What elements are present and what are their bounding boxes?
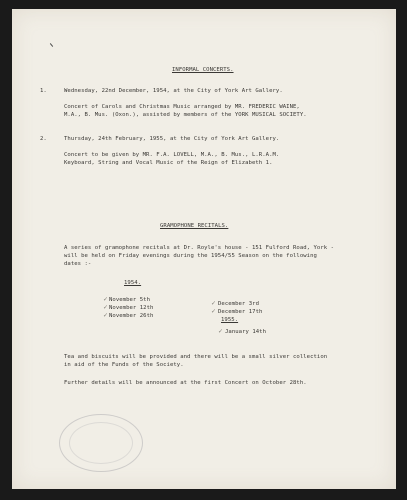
- item2-line1: Thursday, 24th February, 1955, at the City of York Art Gallery.: [64, 136, 280, 142]
- year-1955: 1955.: [221, 317, 239, 323]
- date-item: December 3rd: [218, 301, 260, 307]
- date-item: November 12th: [109, 305, 154, 311]
- tea-note-line1: Tea and biscuits will be provided and there will be a small silver collection: [64, 354, 328, 360]
- faded-stamp: [59, 414, 143, 472]
- intro-line3: dates :-: [64, 261, 92, 267]
- further-note: Further details will be announced at the first Concert on October 28th.: [64, 380, 307, 386]
- date-item: November 5th: [109, 297, 151, 303]
- check-mark-icon: ✓: [218, 328, 224, 335]
- pen-mark: [50, 43, 53, 47]
- item1-line4: M.A., B. Mus. (Oxon.), assisted by members of the YORK MUSICAL SOCIETY.: [64, 112, 307, 118]
- check-mark-icon: ✓: [103, 312, 109, 319]
- item1-line3: Concert of Carols and Christmas Music arranged by MR. FREDERIC WAINE,: [64, 104, 300, 110]
- document-page: [12, 9, 396, 489]
- item2-line4: Keyboard, String and Vocal Music of the Reign of Elizabeth 1.: [64, 160, 273, 166]
- item1-number: 1.: [40, 88, 47, 94]
- date-item: January 14th: [225, 329, 267, 335]
- date-item: December 17th: [218, 309, 263, 315]
- check-mark-icon: ✓: [103, 304, 109, 311]
- check-mark-icon: ✓: [211, 308, 217, 315]
- intro-line2: will be held on Friday evenings during the 1954/55 Season on the following: [64, 253, 317, 259]
- date-item: November 26th: [109, 313, 154, 319]
- check-mark-icon: ✓: [103, 296, 109, 303]
- intro-line1: A series of gramophone recitals at Dr. Royle's house - 151 Fulford Road, York -: [64, 245, 334, 251]
- tea-note-line2: in aid of the Funds of the Society.: [64, 362, 184, 368]
- item2-line3: Concert to be given by MR. F.A. LOVELL, M.A., B. Mus., L.R.A.M.: [64, 152, 280, 158]
- section1-heading: INFORMAL CONCERTS.: [172, 67, 234, 73]
- check-mark-icon: ✓: [211, 300, 217, 307]
- year-1954: 1954.: [124, 280, 142, 286]
- item2-number: 2.: [40, 136, 47, 142]
- item1-line1: Wednesday, 22nd December, 1954, at the City of York Art Gallery.: [64, 88, 283, 94]
- section2-heading: GRAMOPHONE RECITALS.: [160, 223, 229, 229]
